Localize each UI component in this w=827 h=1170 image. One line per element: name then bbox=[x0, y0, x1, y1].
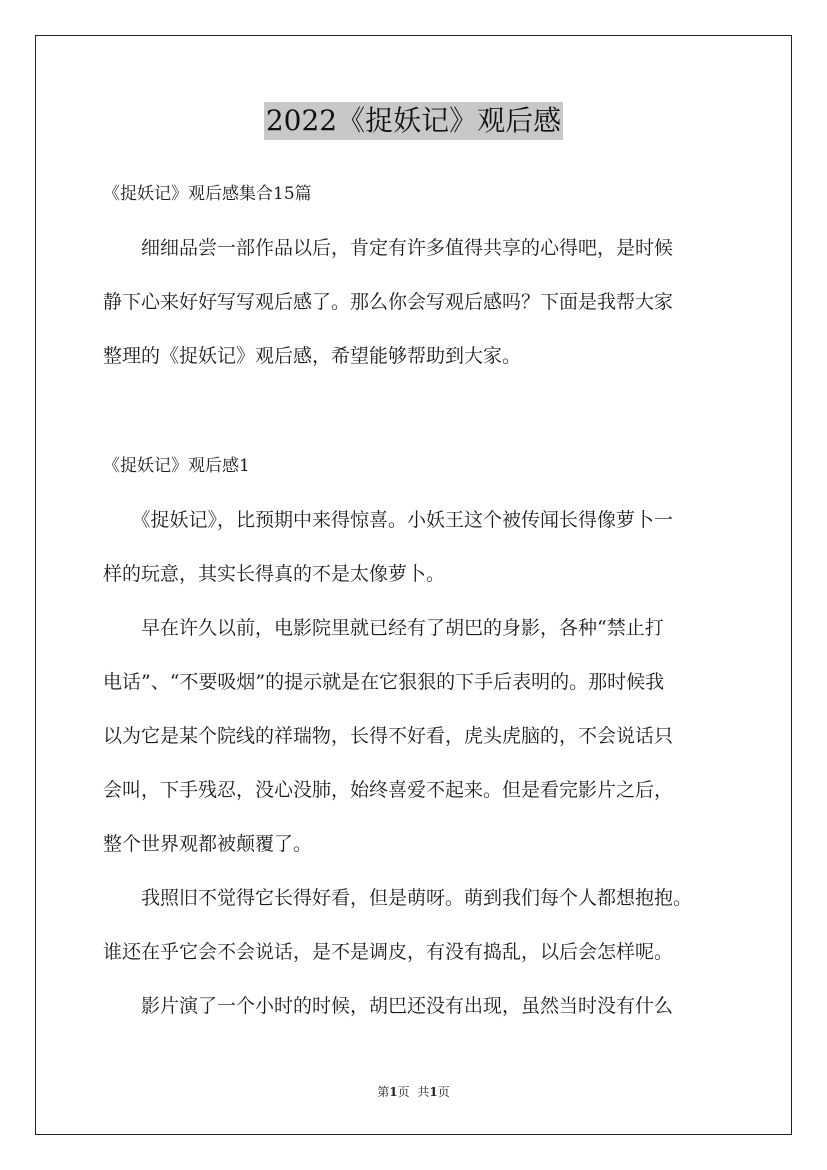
body-line-5: 以为它是某个院线的祥瑞物，长得不好看，虎头虎脑的，不会说话只 bbox=[103, 725, 674, 747]
page-footer bbox=[0, 1084, 827, 1100]
document-subtitle: 《捉妖记》观后感集合15篇 bbox=[103, 184, 312, 204]
section-heading: 《捉妖记》观后感1 bbox=[103, 456, 250, 476]
intro-line-1: 细细品尝一部作品以后，肯定有许多值得共享的心得吧，是时候 bbox=[103, 237, 674, 259]
body-line-10: 影片演了一个小时的时候，胡巴还没有出现，虽然当时没有什么 bbox=[103, 995, 674, 1017]
footer-total-suffix: 页 bbox=[437, 1085, 450, 1099]
footer-page-suffix: 页 bbox=[397, 1085, 410, 1099]
body-line-4: 电话”、“不要吸烟”的提示就是在它狠狠的下手后表明的。那时候我 bbox=[103, 671, 665, 693]
title-container bbox=[0, 102, 827, 140]
footer-total-prefix: 共 bbox=[417, 1085, 430, 1099]
document-title: 2022《捉妖记》观后感 bbox=[264, 102, 563, 140]
intro-line-3: 整理的《捉妖记》观后感，希望能够帮助到大家。 bbox=[103, 345, 522, 367]
body-line-8: 我照旧不觉得它长得好看，但是萌呀。萌到我们每个人都想抱抱。 bbox=[103, 887, 693, 909]
body-line-2: 样的玩意，其实长得真的不是太像萝卜。 bbox=[103, 563, 446, 585]
footer-page-prefix: 第 bbox=[377, 1085, 390, 1099]
body-line-1: 《捉妖记》，比预期中来得惊喜。小妖王这个被传闻长得像萝卜一 bbox=[103, 509, 674, 531]
body-line-9: 谁还在乎它会不会说话，是不是调皮，有没有捣乱，以后会怎样呢。 bbox=[103, 941, 674, 963]
body-line-7: 整个世界观都被颠覆了。 bbox=[103, 833, 313, 855]
footer-total-number: 1 bbox=[429, 1085, 438, 1099]
body-line-6: 会叫，下手残忍，没心没肺，始终喜爱不起来。但是看完影片之后， bbox=[103, 779, 674, 801]
footer-page-number: 1 bbox=[389, 1085, 398, 1099]
intro-line-2: 静下心来好好写写观后感了。那么你会写观后感吗？下面是我帮大家 bbox=[103, 291, 674, 313]
body-line-3: 早在许久以前，电影院里就已经有了胡巴的身影，各种“禁止打 bbox=[103, 617, 664, 639]
